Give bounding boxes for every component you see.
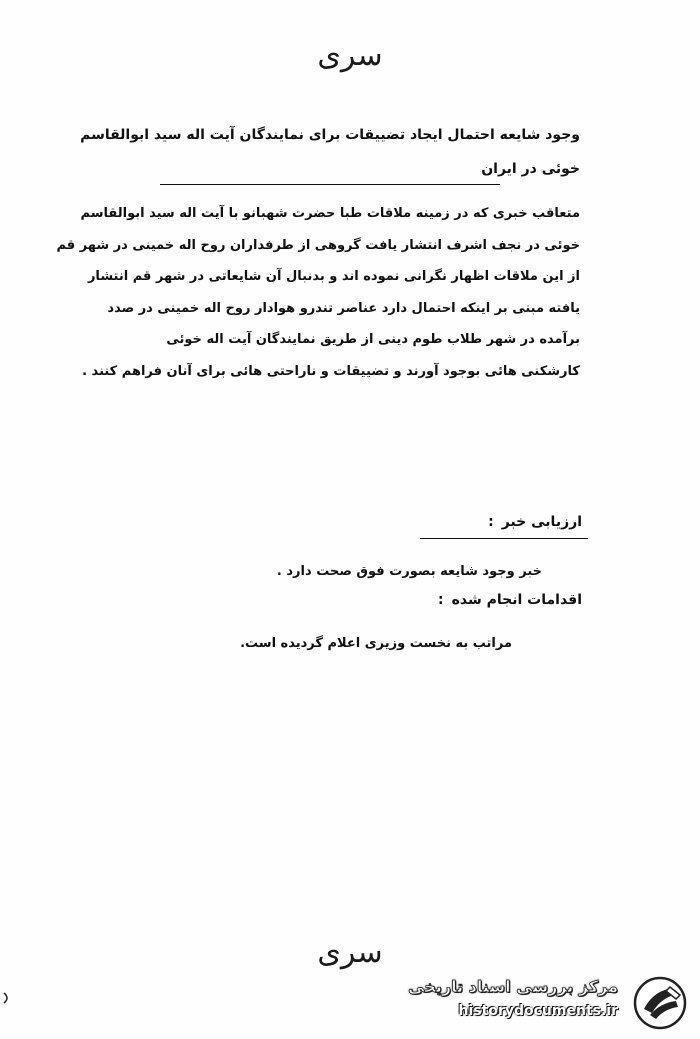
- document-subject: [60, 118, 580, 186]
- watermark-title: مرکز بررسی اسناد تاریخی: [408, 977, 618, 996]
- classification-footer: سری: [317, 935, 383, 970]
- actions-label: اقدامات انجام شده: [451, 592, 582, 608]
- subject-line-1: وجود شایعه احتمال ایجاد تضییقات برای نمایندگان آیت اله سید ابوالقاسم: [80, 127, 580, 143]
- subject-underline: [160, 184, 500, 185]
- archive-watermark: [410, 975, 696, 1033]
- scan-edge-mark: [2, 990, 12, 1004]
- actions-colon: :: [438, 592, 444, 608]
- body-line: متعاقب خبری که در زمینه ملاقات طبا حضرت شهبانو با آیت اله سید ابوالقاسم: [80, 206, 580, 221]
- evaluation-text: خبر وجود شایعه بصورت فوق صحت دارد .: [276, 564, 542, 579]
- body-line: از این ملاقات اظهار نگرانی نموده اند و بدنبال آن شایعاتی در شهر قم انتشار: [87, 269, 580, 284]
- archive-logo-icon: [630, 975, 690, 1031]
- actions-text: مراتب به نخست وزیری اعلام گردیده است.: [240, 636, 512, 651]
- body-line: یافته مبنی بر اینکه احتمال دارد عناصر تندرو هوادار روح اله خمینی در صدد: [107, 300, 580, 316]
- classification-header: سری: [317, 38, 383, 73]
- body-line: برآمده در شهر طلاب طوم دینی از طریق نمایندگان آیت اله خوئی: [166, 332, 580, 347]
- evaluation-underline: [420, 538, 588, 539]
- evaluation-label: ارزیابی خبر: [501, 514, 582, 530]
- document-body: [50, 198, 580, 387]
- evaluation-heading: [488, 514, 582, 530]
- watermark-url: historydocuments.ir: [458, 1003, 618, 1019]
- body-line: خوئی در نجف اشرف انتشار یافت گروهی از طرفداران روح اله خمینی در شهر قم: [56, 237, 580, 253]
- actions-heading: [438, 592, 582, 608]
- body-line: کارشکنی هائی بوجود آورند و تضییقات و ناراحتی هائی برای آنان فراهم کنند .: [82, 363, 580, 379]
- subject-line-2: خوئی در ایران: [481, 161, 580, 177]
- evaluation-colon: :: [488, 514, 494, 530]
